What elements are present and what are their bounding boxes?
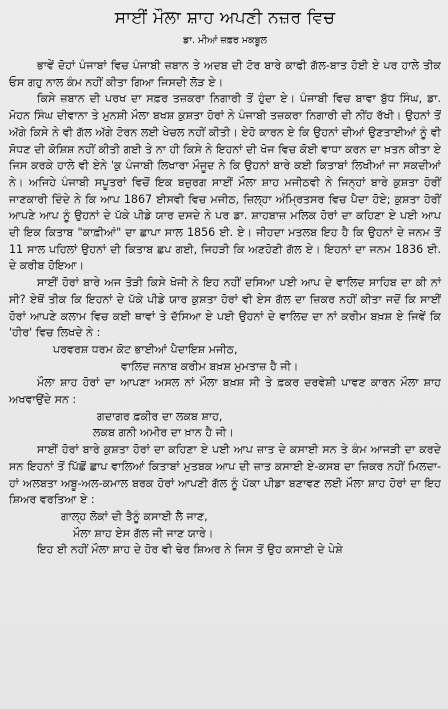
verse-line: ਗਦਾਗਰ ਫ਼ਕੀਰ ਦਾ ਲਕਬ ਸ਼ਾਹ, xyxy=(97,409,223,423)
article-title: ਸਾਈਂ ਮੌਲਾ ਸ਼ਾਹ ਅਪਣੀ ਨਜ਼ਰ ਵਿਚ xyxy=(114,8,336,28)
paragraph-name: ਮੌਲਾ ਸ਼ਾਹ ਹੋਰਾਂ ਦਾ ਆਪਣਾ ਅਸਲ ਨਾਂ ਮੌਲਾ ਬਖ਼ਸ਼ ਸੀ ਤੇ ਫ਼ਕਰ ਦਰਵੇਸ਼ੀ ਪਾਵਣ ਕਾਰਨ ਮੌਲਾ ਸ਼ਾਹ ਅਖਵਾਉਂਦੇ ਸਨ : xyxy=(9,376,441,407)
article-author: ਡਾ. ਮੀਆਂ ਜ਼ਫ਼ਰ ਮਕਬੂਲ xyxy=(183,35,267,46)
paragraph-caste: ਸਾਈਂ ਹੋਰਾਂ ਬਾਰੇ ਕੁਸ਼ਤਾ ਹੋਰਾਂ ਦਾ ਕਹਿਣਾ ਏ ਪਈ ਆਪ ਜ਼ਾਤ ਦੇ ਕਸਾਈ ਸਨ ਤੇ ਕੰਮ ਆਜੜੀ ਦਾ ਕਰਦੇ ਸਨ ਇਹਨਾਂ ਤੋਂ ਪਿੱਛੋਂ ਛਾਪ ਵਾਲਿਆਂ ਕਿਤਾਬਾਂ ਮੁਤਬਕ ਆਪ ਦੀ ਜ਼ਾਤ ਕਸਾਈ ਏ-ਕਸਬ ਦਾ ਜ਼ਿਕਰ ਨਹੀਂ ਮਿਲਦਾ-ਹਾਂ ਅਲਬਤਾ ਅਬੂ-ਅਲ-ਕਮਾਲ ਬਰਕ ਹੋਰਾਂ ਆਪਣੀ ਗੱਲ ਨੂੰ ਪੱਕਾ ਪੀਡਾ ਬਣਾਵਣ ਲਈ ਮੌਲਾ ਸ਼ਾਹ ਹੋਰਾਂ ਦਾ ਇਹ ਸ਼ਿਅਰ ਵਰਤਿਆ ਏ : xyxy=(9,443,441,507)
verse-line: ਲਕਬ ਗਨੀ ਅਮੀਰ ਦਾ ਖ਼ਾਨ ਹੈ ਜੀ। xyxy=(93,426,234,440)
verse-line: ਵਾਲਿਦ ਜਨਾਬ ਕਰੀਮ ਬਖ਼ਸ਼ ਮੁਮਤਾਜ਼ ਹੈ ਜੀ। xyxy=(121,359,299,373)
paragraph-tazkira: ਕਿਸੇ ਜ਼ਬਾਨ ਦੀ ਪਰਖ ਦਾ ਸਫ਼ਰ ਤਜ਼ਕਰਾ ਨਿਗਾਰੀ ਤੋਂ ਹੁੰਦਾ ਏ। ਪੰਜਾਬੀ ਵਿਚ ਬਾਵਾ ਬੁੱਧ ਸਿੰਘ, ਡਾ. ਮੋਹਨ ਸਿੰਘ ਦੀਵਾਨਾ ਤੇ ਮੁਨਸ਼ੀ ਮੌਲਾ ਬਖਸ਼ ਕੁਸ਼ਤਾ ਹੋਰਾਂ ਨੇ ਪੰਜਾਬੀ ਤਜ਼ਕਰਾ ਨਿਗਾਰੀ ਦੀ ਨੀਂਹ ਰੱਖੀ। ਉਹਨਾਂ ਤੋਂ ਅੱਗੇ ਕਿਸੇ ਨੇ ਵੀ ਗੱਲ ਅੱਗੇ ਟੋਰਨ ਲਈ ਖੇਚਲ ਨਹੀਂ ਕੀਤੀ। ਏਹੋ ਕਾਰਨ ਏ ਕਿ ਉਹਨਾਂ ਦੀਆਂ ਉਣਤਾਈਆਂ ਨੂੰ ਵੀ ਸੋਧਣ ਦੀ ਕੋਸ਼ਿਸ਼ ਨਹੀਂ ਕੀਤੀ ਗਈ ਤੇ ਨਾ ਹੀ ਕਿਸੇ ਨੇ ਇਹਨਾਂ ਦੀ ਖੋਜ ਵਿਚ ਕੋਈ ਵਾਧਾ ਕਰਨ ਦਾ ਖ਼ਤਨ ਕੀਤਾ ਏ ਜਿਸ ਕਰਕੇ ਹਾਲੇ ਵੀ ਏਨੇ 'ਕੁ ਪੰਜਾਬੀ ਲਿਖਾਰਾ ਮੌਜੂਦ ਨੇ ਕਿ ਉਹਨਾਂ ਬਾਰੇ ਕਈ ਕਿਤਾਬਾਂ ਲਿਖੀਆਂ ਜਾ ਸਕਦੀਆਂ ਨੇ। ਅਜਿਹੇ ਪੰਜਾਬੀ ਸਪੂਤਰਾਂ ਵਿਚੋਂ ਇਕ ਬਜ਼ੁਰਗ ਸਾਈਂ ਮੌਲਾ ਸ਼ਾਹ ਮਜੀਠਵੀ ਨੇ ਜਿਨ੍ਹਾਂ ਬਾਰੇ ਕੁਸ਼ਤਾ ਹੋਰੀਂ ਜਾਣਕਾਰੀ ਦਿੰਦੇ ਨੇ ਕਿ ਆਪ 1867 ਈਸਵੀ ਵਿਚ ਮਜੀਠ, ਜ਼ਿਲ੍ਹਾ ਅੰਮ੍ਰਿਤਸਰ ਵਿਚ ਪੈਦਾ ਹੋਏ; ਕੁਸ਼ਤਾ ਹੋਰੀਂ ਆਪਣੇ ਆਪ ਨੂੰ ਉਹਨਾਂ ਦੇ ਪੱਕੇ ਪੀਡੇ ਯਾਰ ਦਸਦੇ ਨੇ ਪਰ ਡਾ. ਸ਼ਾਹਬਾਜ਼ ਮਲਿਕ ਹੋਰਾਂ ਦਾ ਕਹਿਣਾ ਏ ਪਈ ਆਪ ਦੀ ਇਕ ਕਿਤਾਬ "ਕਾਫ਼ੀਆਂ" ਦਾ ਛਾਪਾ ਸਾਲ 1856 ਈ. ਏ। ਜੀਹਦਾ ਮਤਲਬ ਇਹ ਹੈ ਕਿ ਉਹਨਾਂ ਦੇ ਜਨਮ ਤੋਂ 11 ਸਾਲ ਪਹਿਲਾਂ ਉਹਨਾਂ ਦੀ ਕਿਤਾਬ ਛਪ ਗਈ, ਜਿਹੜੀ ਕਿ ਅਣਹੋਣੀ ਗੱਲ ਏ। ਇਹਨਾਂ ਦਾ ਜਨਮ 1836 ਈ. ਦੇ ਕਰੀਬ ਹੋਇਆ। xyxy=(9,92,441,273)
verse-line: ਪਰਵਰਸ਼ ਧਰਮ ਕੋਟ ਭਾਈਆਂ ਪੈਦਾਇਸ਼ ਮਜੀਠ, xyxy=(53,342,238,356)
verse-line: ਮੌਲਾ ਸ਼ਾਹ ਏਸ ਗੱਲ ਜੀ ਜਾਣ ਯਾਰੇ। xyxy=(73,526,214,540)
paragraph-final: ਇਹ ਈ ਨਹੀਂ ਮੌਲਾ ਸ਼ਾਹ ਦੇ ਹੋਰ ਵੀ ਢੇਰ ਸ਼ਿਅਰ ਨੇ ਜਿਸ ਤੋਂ ਉਹ ਕਸਾਈ ਦੇ ਪੇਸ਼ੇ xyxy=(37,543,343,557)
paragraph-father: ਸਾਈਂ ਹੋਰਾਂ ਬਾਰੇ ਅਜ ਤੋੜੀ ਕਿਸੇ ਖੋਜੀ ਨੇ ਇਹ ਨਹੀਂ ਦਸਿਆ ਪਈ ਆਪ ਦੇ ਵਾਲਿਦ ਸਾਹਿਬ ਦਾ ਕੀ ਨਾਂ ਸੀ? ਏਥੋਂ ਤੀਕ ਕਿ ਇਹਨਾਂ ਦੇ ਪੱਕੇ ਪੀਡੇ ਯਾਰ ਕੁਸ਼ਤਾ ਹੋਰਾਂ ਵੀ ਏਸ ਗੱਲ ਦਾ ਜ਼ਿਕਰ ਨਹੀਂ ਕੀਤਾ ਜਦੋਂ ਕਿ ਸਾਈਂ ਹੋਰਾਂ ਆਪਣੇ ਕਲਾਮ ਵਿਚ ਕਈ ਥਾਵਾਂ ਤੇ ਦੱਸਿਆ ਏ ਪਈ ਉਹਨਾਂ ਦੇ ਵਾਲਿਦ ਦਾ ਨਾਂ ਕਰੀਮ ਬਖ਼ਸ਼ ਏ ਜਿਵੇਂ ਕਿ 'ਹੀਰ' ਵਿਚ ਲਿਖਦੇ ਨੇ : xyxy=(9,276,441,340)
paragraph-intro: ਭਾਵੇਂ ਦੋਹਾਂ ਪੰਜਾਬਾਂ ਵਿਚ ਪੰਜਾਬੀ ਜ਼ਬਾਨ ਤੇ ਅਦਬ ਦੀ ਟੋਰ ਬਾਰੇ ਕਾਫੀ ਗੱਲ-ਬਾਤ ਹੋਈ ਏ ਪਰ ਹਾਲੇ ਤੀਕ ਓਸ ਗਹੁ ਨਾਲ ਕੰਮ ਨਹੀਂ ਕੀਤਾ ਗਿਆ ਜਿਸਦੀ ਲੋੜ ਏ। xyxy=(9,59,441,89)
verse-line: ਗਾਲ੍ਹ ਲੋਕਾਂ ਦੀ ਤੈਨੂੰ ਕਸਾਈ ਲੈ ਜਾਣ, xyxy=(61,509,208,523)
